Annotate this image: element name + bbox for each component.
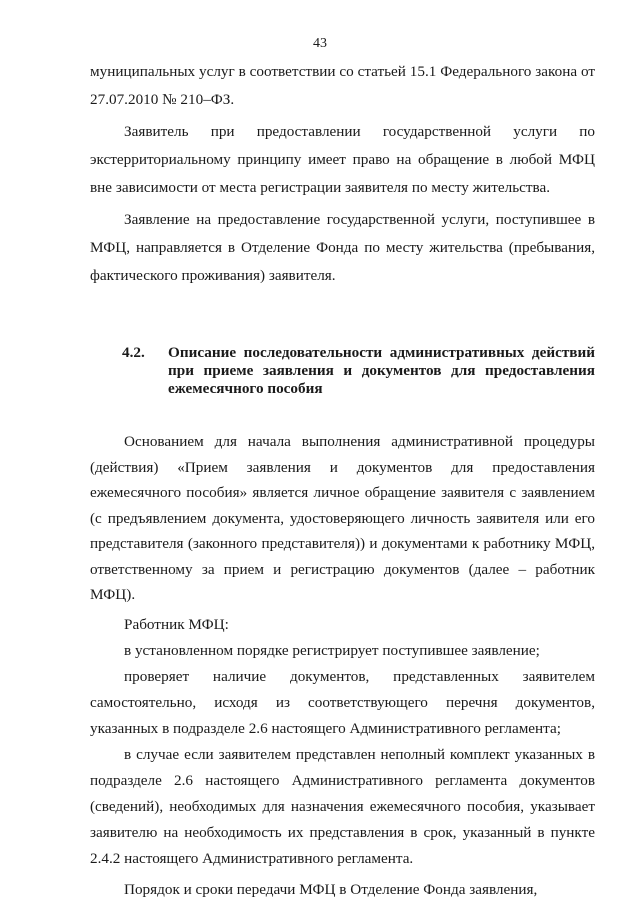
paragraph-transfer-order: Порядок и сроки передачи МФЦ в Отделение Фонда заявления,	[124, 880, 538, 898]
paragraph-incomplete-set: в случае если заявителем представлен неполный комплект указанных в подразделе 2.6 настоящего Административного регламента документов (сведений), необходимых для назначения ежемесячного пособия, указывает заявителю на необходимость их представления в срок, указанный в пункте 2.4.2 настоящего Административного регламента.	[90, 745, 595, 867]
paragraph-worker-heading: Работник МФЦ:	[124, 615, 229, 633]
page-number: 43	[313, 36, 327, 51]
paragraph-basis: Основанием для начала выполнения административной процедуры (действия) «Прием заявления и документов для предоставления ежемесячного пособия» является личное обращение заявителя с заявлением (с предъявлением документа, удостоверяющего личность заявителя или его представителя (законного представителя)) и документами к работнику МФЦ, ответственному за прием и регистрацию документов (далее – работник МФЦ).	[90, 433, 595, 603]
paragraph-continuation: муниципальных услуг в соответствии со статьей 15.1 Федерального закона от 27.07.2010 № 210–ФЗ.	[90, 63, 595, 108]
section-heading	[90, 344, 595, 398]
paragraph-application-routing: Заявление на предоставление государственной услуги, поступившее в МФЦ, направляется в Отделение Фонда по месту жительства (пребывания, фактического проживания) заявителя.	[90, 211, 595, 284]
page-content	[90, 58, 595, 904]
section-title: Описание последовательности административных действий при приеме заявления и документов для предоставления ежемесячного пособия	[168, 344, 595, 397]
paragraph-checks: проверяет наличие документов, представленных заявителем самостоятельно, исходя из соответствующего перечня документов, указанных в подразделе 2.6 настоящего Административного регламента;	[90, 667, 595, 737]
section-number: 4.2.	[122, 344, 145, 361]
paragraph-registers: в установленном порядке регистрирует поступившее заявление;	[124, 641, 540, 659]
paragraph-extraterritorial: Заявитель при предоставлении государственной услуги по экстерриториальному принципу имеет право на обращение в любой МФЦ вне зависимости от места регистрации заявителя по месту жительства.	[90, 123, 595, 196]
